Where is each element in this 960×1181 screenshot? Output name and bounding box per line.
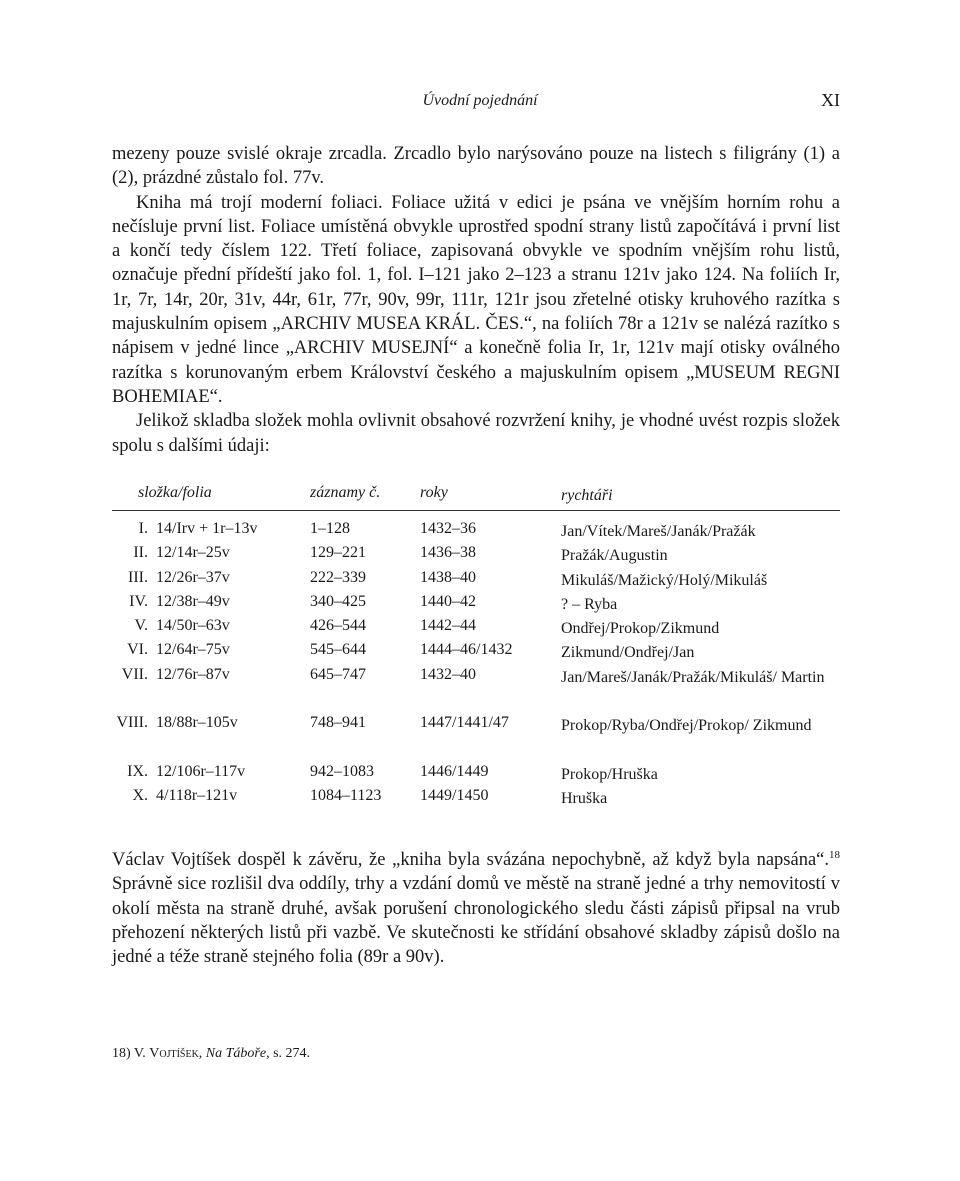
table-row [112, 517, 840, 541]
cell-folia: 12/64r–75v [156, 641, 230, 659]
header-zaznamy: záznamy č. [310, 484, 381, 501]
cell-zaznamy: 1084–1123 [310, 787, 382, 805]
cell-roky: 1440–42 [420, 592, 476, 610]
table-row [112, 566, 840, 590]
footnote [112, 1046, 310, 1062]
cell-roky: 1432–36 [420, 520, 476, 537]
cell-rychtari: Hruška [561, 790, 608, 808]
table-row [112, 760, 840, 784]
paragraph-4-text-b: Správně sice rozlišil dva oddíly, trhy a vzdání domů ve městě na straně jedné a trhy nemovitostí v okolí města na straně druhé, avšak porušení chronologického sledu části zápisů připsal na vrub přehození některých listů při vazbě. Ve skutečnosti ke střídání obsahové skladby zápisů došlo na jedné a téže straně stejného folia (89r a 90v). [112, 874, 840, 968]
footnote-comma: , [198, 1046, 203, 1061]
header-folia: složka/folia [138, 484, 212, 501]
cell-folia: 12/76r–87v [156, 665, 230, 683]
cell-rychtari: Mikuláš/Mažický/Holý/Mikuláš [561, 571, 768, 589]
cell-roky: 1449/1450 [420, 787, 489, 805]
cell-num: II. [133, 544, 148, 562]
table-row [112, 663, 840, 712]
cell-folia: 4/118r–121v [156, 787, 238, 805]
cell-rychtari: Jan/Vítek/Mareš/Janák/Pražák [561, 523, 756, 540]
paragraph-2: Kniha má trojí moderní foliaci. Foliace užitá v edici je psána ve vnějším horním rohu a nečísluje první list. Foliace umístěná obvykle uprostřed spodní strany listů započítává i první list a končí tedy číslem 122. Třetí foliace, zapisovaná obvykle ve spodním vnějším rohu listů, označuje přední přídeští jako fol. 1, fol. I–121 jako 2–123 a stranu 121v jako 124. Na foliích Ir, 1r, 7r, 14r, 20r, 31v, 44r, 61r, 77r, 90v, 99r, 111r, 121r jsou zřetelné otisky kruhového razítka s majuskulním opisem „ARCHIV MUSEA KRÁL. ČES.“, na foliích 78r a 121v se nalézá razítko s nápisem v jedné lince „ARCHIV MUSEJNÍ“ a konečně folia Ir, 1r, 121v mají otisky oválného razítka s korunovaným erbem Království českého a majuskulním opisem „MUSEUM REGNI BOHEMIAE“. [112, 192, 840, 407]
cell-rychtari: Pražák/Augustin [561, 547, 668, 565]
footnote-author-initial: V. [133, 1046, 146, 1061]
cell-num: III. [128, 568, 148, 586]
cell-num: VI. [127, 641, 148, 659]
header-rychtari: rychtáři [561, 487, 613, 504]
table-header [112, 480, 840, 511]
cell-zaznamy: 1–128 [310, 520, 350, 537]
cell-folia: 12/26r–37v [156, 568, 230, 586]
body-text [112, 142, 840, 458]
cell-roky: 1436–38 [420, 544, 476, 562]
cell-rychtari: Zikmund/Ondřej/Jan [561, 644, 695, 662]
table-row [112, 638, 840, 662]
cell-rychtari: ? – Ryba [561, 595, 618, 613]
cell-zaznamy: 942–1083 [310, 762, 374, 780]
cell-rychtari: Prokop/Ryba/Ondřej/Prokop/ Zikmund [561, 717, 812, 735]
table-row [112, 590, 840, 614]
cell-zaznamy: 222–339 [310, 568, 366, 586]
cell-folia: 12/106r–117v [156, 762, 246, 780]
footnote-title: Na Táboře [205, 1046, 267, 1061]
paragraph-1: mezeny pouze svislé okraje zrcadla. Zrcadlo bylo narýsováno pouze na listech s filigrány (1) a (2), prázdné zůstalo fol. 77v. [112, 144, 840, 189]
cell-zaznamy: 340–425 [310, 592, 366, 610]
footnote-author: Vojtíšek [149, 1046, 199, 1061]
table-row [112, 541, 840, 565]
quire-table [112, 480, 840, 809]
cell-num: IX. [127, 762, 148, 780]
paragraph-4-text-a: Václav Vojtíšek dospěl k závěru, že „kniha byla svázána nepochybně, až když byla napsána“. [112, 850, 829, 870]
cell-zaznamy: 426–544 [310, 617, 366, 635]
header-roky: roky [420, 484, 448, 501]
page-number: XI [821, 90, 840, 110]
cell-folia: 12/38r–49v [156, 592, 230, 610]
cell-folia: 14/Irv + 1r–13v [156, 520, 258, 537]
cell-rychtari: Jan/Mareš/Janák/Pražák/Mikuláš/ Martin [561, 668, 825, 686]
cell-zaznamy: 545–644 [310, 641, 366, 659]
cell-num: V. [134, 617, 148, 635]
closing-paragraph [112, 848, 840, 969]
cell-roky: 1432–40 [420, 665, 476, 683]
cell-folia: 18/88r–105v [156, 714, 238, 732]
cell-folia: 14/50r–63v [156, 617, 230, 635]
cell-num: I. [138, 520, 148, 537]
table-row [112, 784, 840, 808]
cell-roky: 1438–40 [420, 568, 476, 586]
cell-zaznamy: 748–941 [310, 714, 366, 732]
cell-zaznamy: 129–221 [310, 544, 366, 562]
running-header-title: Úvodní pojednání [422, 92, 538, 109]
cell-zaznamy: 645–747 [310, 665, 366, 683]
cell-roky: 1446/1449 [420, 762, 489, 780]
cell-num: IV. [129, 592, 148, 610]
table-row [112, 711, 840, 760]
cell-num: VIII. [116, 714, 148, 732]
cell-rychtari: Ondřej/Prokop/Zikmund [561, 620, 720, 638]
cell-num: VII. [121, 665, 148, 683]
footnote-reference: 18 [829, 848, 840, 861]
paragraph-4 [112, 848, 840, 969]
cell-roky: 1447/1441/47 [420, 714, 509, 732]
footnote-pages: , s. 274. [266, 1046, 311, 1061]
table-row [112, 614, 840, 638]
table-body [112, 511, 840, 809]
cell-rychtari: Prokop/Hruška [561, 765, 658, 783]
cell-folia: 12/14r–25v [156, 544, 230, 562]
cell-num: X. [132, 787, 148, 805]
footnote-number: 18) [112, 1046, 131, 1061]
cell-roky: 1444–46/1432 [420, 641, 513, 659]
paragraph-3: Jelikož skladba složek mohla ovlivnit obsahové rozvržení knihy, je vhodné uvést rozpis složek spolu s dalšími údaji: [112, 411, 840, 456]
cell-roky: 1442–44 [420, 617, 476, 635]
